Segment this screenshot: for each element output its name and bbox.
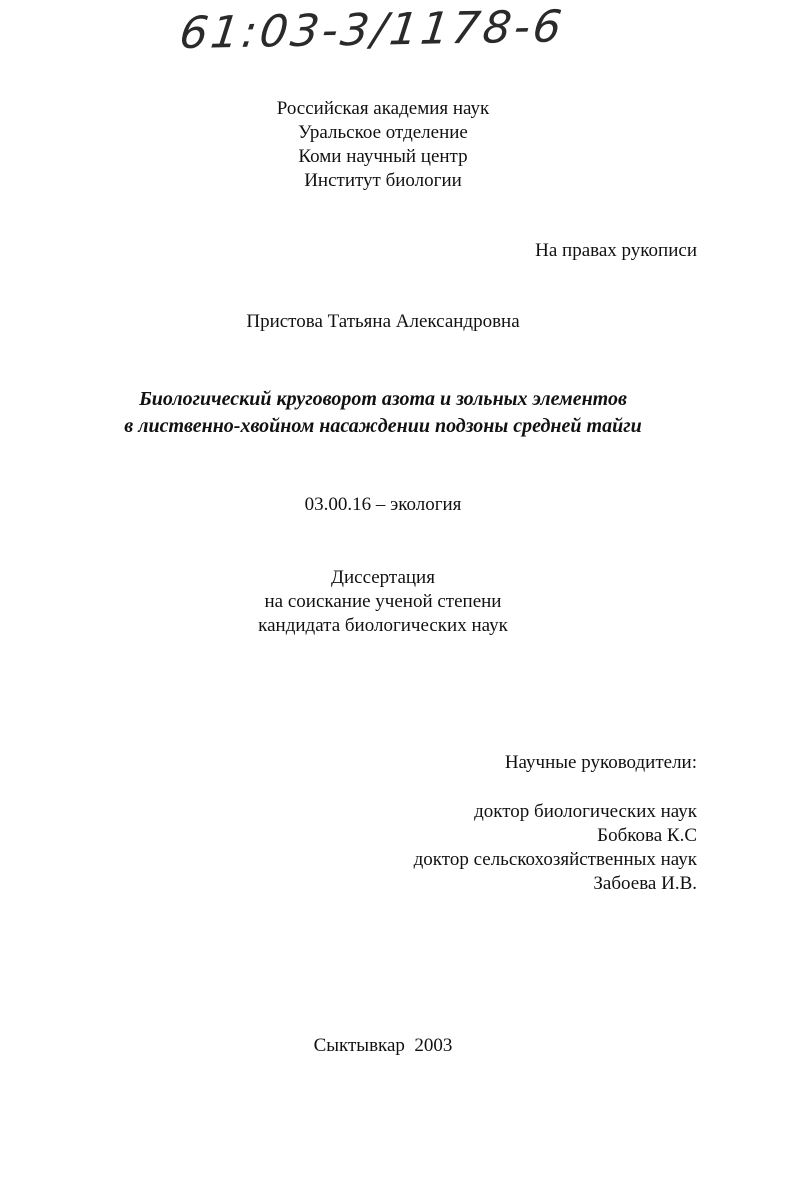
author-name: Пристова Татьяна Александровна: [246, 311, 520, 332]
supervisors-list: [414, 800, 697, 896]
supervisor-name: Забоева И.В.: [593, 873, 697, 894]
title-line: в лиственно-хвойном насаждении подзоны средней тайги: [124, 415, 642, 437]
manuscript-note: На правах рукописи: [535, 240, 697, 261]
author-block: [0, 310, 766, 334]
supervisor-name: Бобкова К.С: [597, 825, 697, 846]
institution-line: Уральское отделение: [298, 122, 468, 143]
institution-block: [0, 97, 766, 193]
footer-block: [0, 1034, 766, 1058]
institution-line: Институт биологии: [304, 170, 462, 191]
degree-block: [0, 566, 766, 638]
supervisors-heading: Научные руководители:: [504, 752, 697, 773]
handwritten-archive-mark: 61:03-3/1178-6: [176, 1, 568, 59]
title-line: Биологический круговорот азота и зольных элементов: [139, 388, 627, 410]
degree-line: кандидата биологических наук: [258, 615, 508, 636]
institution-line: Российская академия наук: [276, 98, 490, 119]
dissertation-title: [0, 386, 766, 440]
specialty-code: 03.00.16 – экология: [304, 494, 462, 515]
institution-line: Коми научный центр: [298, 146, 468, 167]
city-year: Сыктывкар 2003: [313, 1035, 453, 1056]
supervisor-degree: доктор биологических наук: [474, 801, 697, 822]
degree-line: на соискание ученой степени: [264, 591, 502, 612]
specialty-block: [0, 493, 766, 517]
supervisor-degree: доктор сельскохозяйственных наук: [413, 849, 697, 870]
degree-line: Диссертация: [331, 567, 435, 588]
